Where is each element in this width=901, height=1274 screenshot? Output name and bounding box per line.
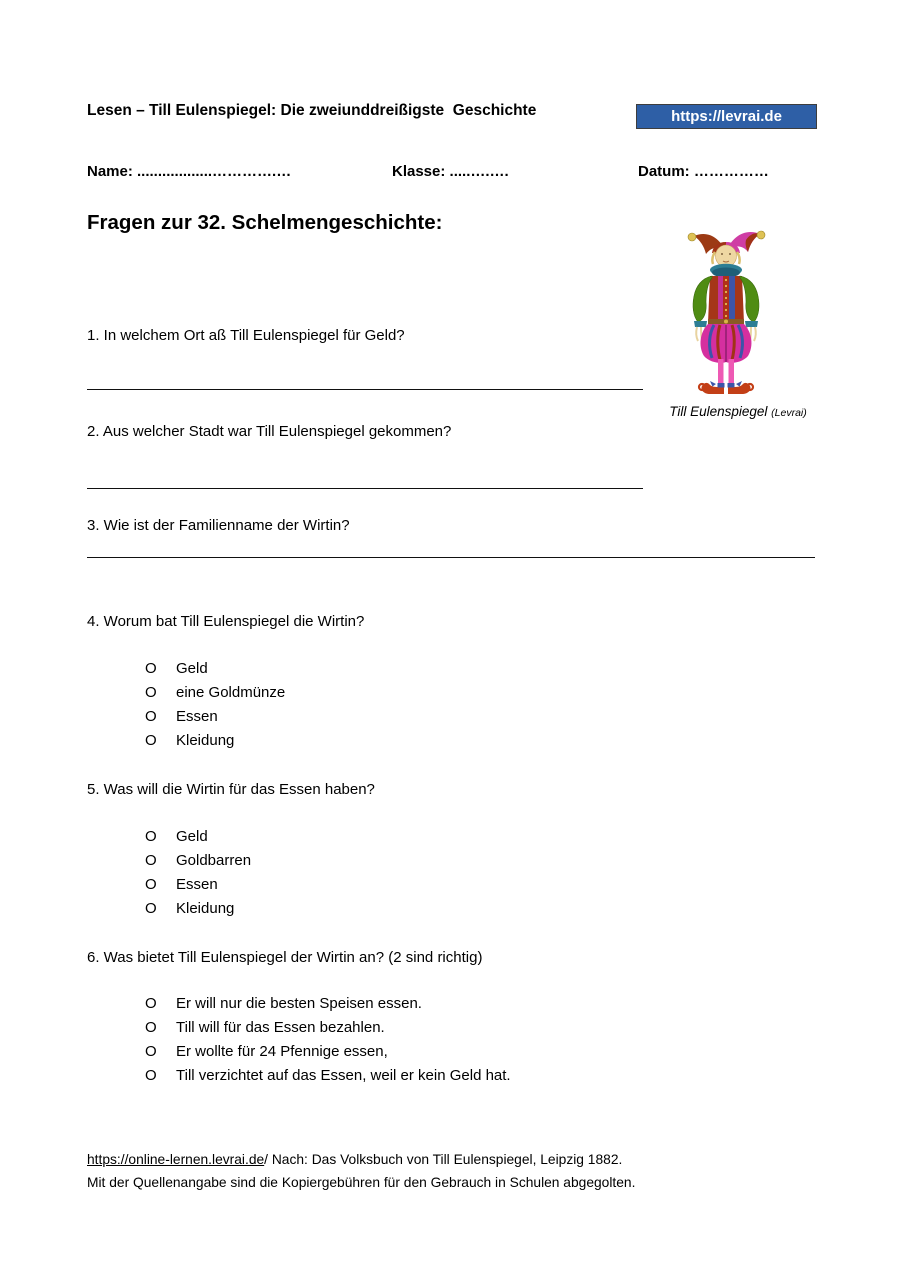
q4-option-4-radio[interactable]: O bbox=[145, 732, 157, 749]
levrai-url-badge[interactable]: https://levrai.de bbox=[636, 104, 817, 129]
q5-option-4[interactable] bbox=[145, 900, 234, 917]
q5-option-2-label: Goldbarren bbox=[176, 852, 252, 869]
footer bbox=[87, 1148, 635, 1194]
caption-main: Till Eulenspiegel bbox=[669, 404, 768, 419]
q4-option-2[interactable] bbox=[145, 684, 285, 701]
q5-option-2-radio[interactable]: O bbox=[145, 852, 157, 869]
caption-credit: (Levrai) bbox=[771, 407, 807, 419]
answer-line-2[interactable] bbox=[87, 488, 643, 489]
q6-option-2[interactable] bbox=[145, 1019, 385, 1036]
q5-option-1-radio[interactable]: O bbox=[145, 828, 157, 845]
q5-option-1[interactable] bbox=[145, 828, 208, 845]
q6-option-3[interactable] bbox=[145, 1043, 388, 1060]
jester-illustration bbox=[674, 226, 778, 404]
q4-option-1-label: Geld bbox=[176, 660, 208, 677]
q6-option-3-label: Er wollte für 24 Pfennige essen, bbox=[176, 1043, 388, 1060]
question-2: 2. Aus welcher Stadt war Till Eulenspiegel gekommen? bbox=[87, 423, 452, 440]
illustration-caption bbox=[648, 404, 828, 419]
q6-option-4[interactable] bbox=[145, 1067, 511, 1084]
q4-option-1-radio[interactable]: O bbox=[145, 660, 157, 677]
q6-option-1-label: Er will nur die besten Speisen essen. bbox=[176, 995, 422, 1012]
q5-option-1-label: Geld bbox=[176, 828, 208, 845]
q6-option-1-radio[interactable]: O bbox=[145, 995, 157, 1012]
worksheet-header-title: Lesen – Till Eulenspiegel: Die zweiunddreißigste Geschichte bbox=[87, 102, 537, 119]
footer-link[interactable]: https://online-lernen.levrai.de bbox=[87, 1152, 265, 1167]
q6-option-2-label: Till will für das Essen bezahlen. bbox=[176, 1019, 385, 1036]
datum-field[interactable]: Datum: …………… bbox=[638, 163, 769, 180]
q5-option-3[interactable] bbox=[145, 876, 218, 893]
q6-option-1[interactable] bbox=[145, 995, 422, 1012]
question-1: 1. In welchem Ort aß Till Eulenspiegel für Geld? bbox=[87, 327, 405, 344]
footer-license-line: Mit der Quellenangabe sind die Kopiergebühren für den Gebrauch in Schulen abgegolten. bbox=[87, 1175, 636, 1190]
page-heading: Fragen zur 32. Schelmengeschichte: bbox=[87, 211, 443, 234]
answer-line-3[interactable] bbox=[87, 557, 815, 558]
q4-option-1[interactable] bbox=[145, 660, 208, 677]
q4-option-3-label: Essen bbox=[176, 708, 218, 725]
jester-icon bbox=[674, 226, 778, 404]
q5-option-4-radio[interactable]: O bbox=[145, 900, 157, 917]
answer-line-1[interactable] bbox=[87, 389, 643, 390]
q6-option-2-radio[interactable]: O bbox=[145, 1019, 157, 1036]
q4-option-3[interactable] bbox=[145, 708, 218, 725]
question-6: 6. Was bietet Till Eulenspiegel der Wirtin an? (2 sind richtig) bbox=[87, 949, 483, 966]
q6-option-3-radio[interactable]: O bbox=[145, 1043, 157, 1060]
footer-source-line bbox=[87, 1148, 635, 1171]
q4-option-2-label: eine Goldmünze bbox=[176, 684, 286, 701]
question-5: 5. Was will die Wirtin für das Essen haben? bbox=[87, 781, 375, 798]
q5-option-4-label: Kleidung bbox=[176, 900, 235, 917]
klasse-field[interactable]: Klasse: .....….…. bbox=[392, 163, 509, 180]
question-3: 3. Wie ist der Familienname der Wirtin? bbox=[87, 517, 350, 534]
q5-option-3-radio[interactable]: O bbox=[145, 876, 157, 893]
footer-source-text: / Nach: Das Volksbuch von Till Eulenspiegel, Leipzig 1882. bbox=[264, 1152, 623, 1167]
q4-option-2-radio[interactable]: O bbox=[145, 684, 157, 701]
q6-option-4-radio[interactable]: O bbox=[145, 1067, 157, 1084]
q4-option-4-label: Kleidung bbox=[176, 732, 235, 749]
q5-option-3-label: Essen bbox=[176, 876, 218, 893]
q6-option-4-label: Till verzichtet auf das Essen, weil er kein Geld hat. bbox=[176, 1067, 511, 1084]
question-4: 4. Worum bat Till Eulenspiegel die Wirtin? bbox=[87, 613, 365, 630]
name-field[interactable]: Name: ..................………….… bbox=[87, 163, 292, 180]
q4-option-3-radio[interactable]: O bbox=[145, 708, 157, 725]
q4-option-4[interactable] bbox=[145, 732, 234, 749]
q5-option-2[interactable] bbox=[145, 852, 251, 869]
